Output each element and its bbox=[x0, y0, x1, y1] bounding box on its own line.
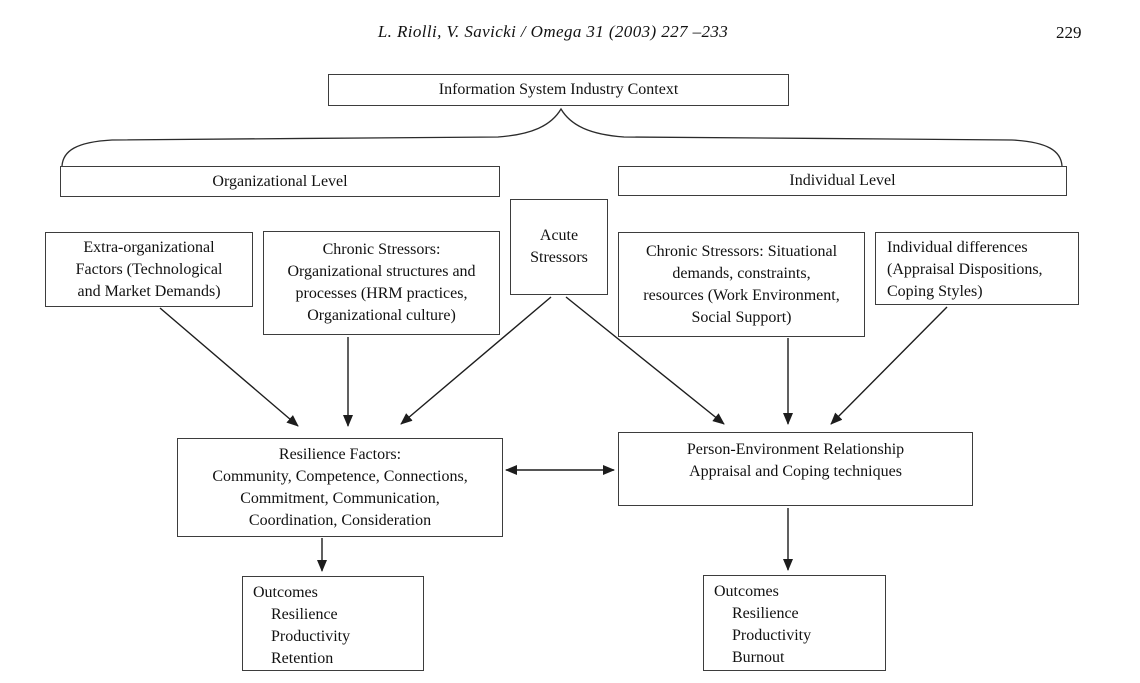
node-line: Chronic Stressors: bbox=[322, 241, 441, 258]
node-person-environment-relationship bbox=[618, 432, 973, 506]
outcomes-item: Productivity bbox=[271, 628, 351, 645]
node-line: Organizational structures and bbox=[287, 263, 476, 280]
node-resilience-factors bbox=[177, 438, 503, 537]
node-line: Extra-organizational bbox=[83, 238, 215, 256]
node-line: demands, constraints, bbox=[672, 264, 811, 282]
outcomes-title: Outcomes bbox=[714, 583, 779, 600]
node-line: Organizational culture) bbox=[307, 307, 456, 324]
node-line: Coordination, Consideration bbox=[248, 511, 432, 529]
node-label: Individual Level bbox=[789, 172, 896, 189]
node-line: resources (Work Environment, bbox=[643, 286, 840, 304]
node-line: (Appraisal Dispositions, bbox=[887, 261, 1043, 278]
node-label: Information System Industry Context bbox=[438, 81, 679, 98]
outcomes-item: Burnout bbox=[732, 649, 785, 666]
outcomes-item: Retention bbox=[271, 650, 334, 667]
node-line: and Market Demands) bbox=[77, 282, 221, 300]
outcomes-title: Outcomes bbox=[253, 584, 318, 601]
node-line: Resilience Factors: bbox=[278, 445, 402, 463]
node-chronic-stressors-situational bbox=[618, 232, 865, 337]
node-label: Organizational Level bbox=[212, 172, 348, 190]
node-individual-differences bbox=[875, 232, 1079, 305]
node-line: Acute bbox=[539, 227, 579, 244]
outcomes-item: Productivity bbox=[732, 627, 812, 644]
node-line: Appraisal and Coping techniques bbox=[689, 463, 902, 480]
node-acute-stressors bbox=[510, 199, 608, 295]
node-line: processes (HRM practices, bbox=[295, 285, 468, 302]
node-line: Community, Competence, Connections, bbox=[212, 467, 468, 485]
node-outcomes-person-env-path bbox=[703, 575, 886, 671]
node-individual-level bbox=[618, 166, 1067, 196]
node-line: Factors (Technological bbox=[75, 260, 223, 278]
outcomes-item: Resilience bbox=[271, 606, 338, 623]
node-extra-organizational-factors bbox=[45, 232, 253, 307]
node-line: Chronic Stressors: Situational bbox=[645, 242, 838, 260]
page-number: 229 bbox=[1056, 23, 1082, 42]
node-line: Individual differences bbox=[887, 239, 1028, 256]
node-chronic-stressors-organizational bbox=[263, 231, 500, 335]
node-information-system-industry-context bbox=[328, 74, 789, 106]
node-line: Stressors bbox=[530, 249, 588, 266]
node-outcomes-resilience-path bbox=[242, 576, 424, 671]
node-line: Commitment, Communication, bbox=[240, 489, 440, 507]
context-brace bbox=[62, 109, 1062, 166]
node-line: Coping Styles) bbox=[887, 283, 983, 300]
running-head-citation: L. Riolli, V. Savicki / Omega 31 (2003) 227 –233 bbox=[377, 22, 729, 41]
node-line: Person-Environment Relationship bbox=[686, 441, 905, 458]
outcomes-item: Resilience bbox=[732, 605, 799, 622]
node-line: Social Support) bbox=[691, 308, 792, 326]
node-organizational-level bbox=[60, 166, 500, 197]
